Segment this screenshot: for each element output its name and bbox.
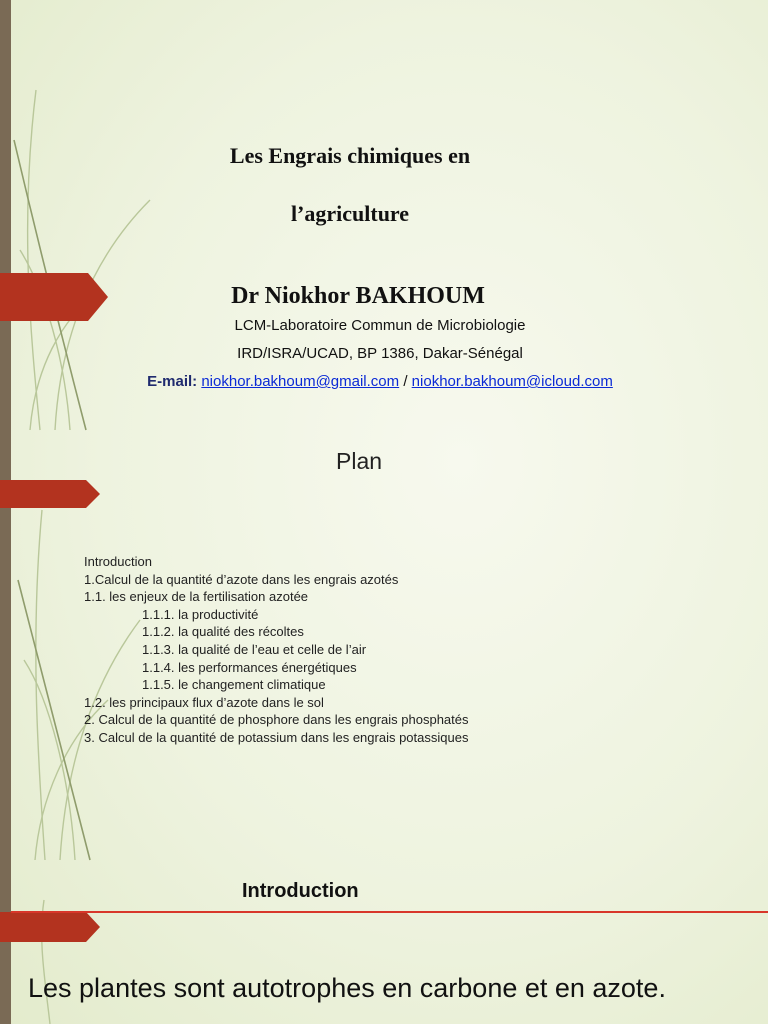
plan-item: 1.1.3. la qualité de l’eau et celle de l’air	[142, 641, 367, 657]
plan-item: 1.2. les principaux flux d’azote dans le sol	[84, 694, 324, 710]
slide-title-line1: Les Engrais chimiques en	[229, 143, 471, 168]
email-link-icloud[interactable]: niokhor.bakhoum@icloud.com	[411, 373, 613, 390]
author-name: Dr Niokhor BAKHOUM	[231, 283, 485, 309]
plan-list	[84, 553, 504, 747]
email-line	[0, 373, 760, 390]
slide-tab-marker	[0, 480, 108, 508]
plan-item: 1.Calcul de la quantité d’azote dans les engrais azotés	[84, 571, 399, 587]
plan-item: 1.1.2. la qualité des récoltes	[142, 624, 304, 640]
slide-title-line2: l’agriculture	[290, 201, 410, 226]
introduction-body: Les plantes sont autotrophes en carbone et en azote.	[28, 973, 666, 1003]
plan-item: 1.1.4. les performances énergétiques	[142, 659, 357, 675]
email-link-gmail[interactable]: niokhor.bakhoum@gmail.com	[201, 373, 400, 390]
plan-item: 1.1.1. la productivité	[142, 606, 259, 622]
plan-item: Introduction	[84, 554, 152, 569]
plan-title: Plan	[336, 448, 383, 474]
plan-item: 1.1. les enjeux de la fertilisation azotée	[84, 589, 309, 605]
email-label: E-mail:	[147, 373, 198, 390]
plan-item: 1.1.5. le changement climatique	[142, 677, 326, 693]
introduction-title: Introduction	[242, 880, 359, 902]
email-separator: /	[399, 373, 412, 390]
affiliation-address: IRD/ISRA/UCAD, BP 1386, Dakar-Sénégal	[237, 345, 523, 362]
plan-item: 2. Calcul de la quantité de phosphore dans les engrais phosphatés	[84, 712, 469, 728]
title-rule	[11, 911, 768, 913]
plan-item: 3. Calcul de la quantité de potassium dans les engrais potassiques	[84, 729, 469, 745]
slide-tab-marker	[0, 912, 108, 942]
affiliation-lab: LCM-Laboratoire Commun de Microbiologie	[234, 317, 526, 334]
